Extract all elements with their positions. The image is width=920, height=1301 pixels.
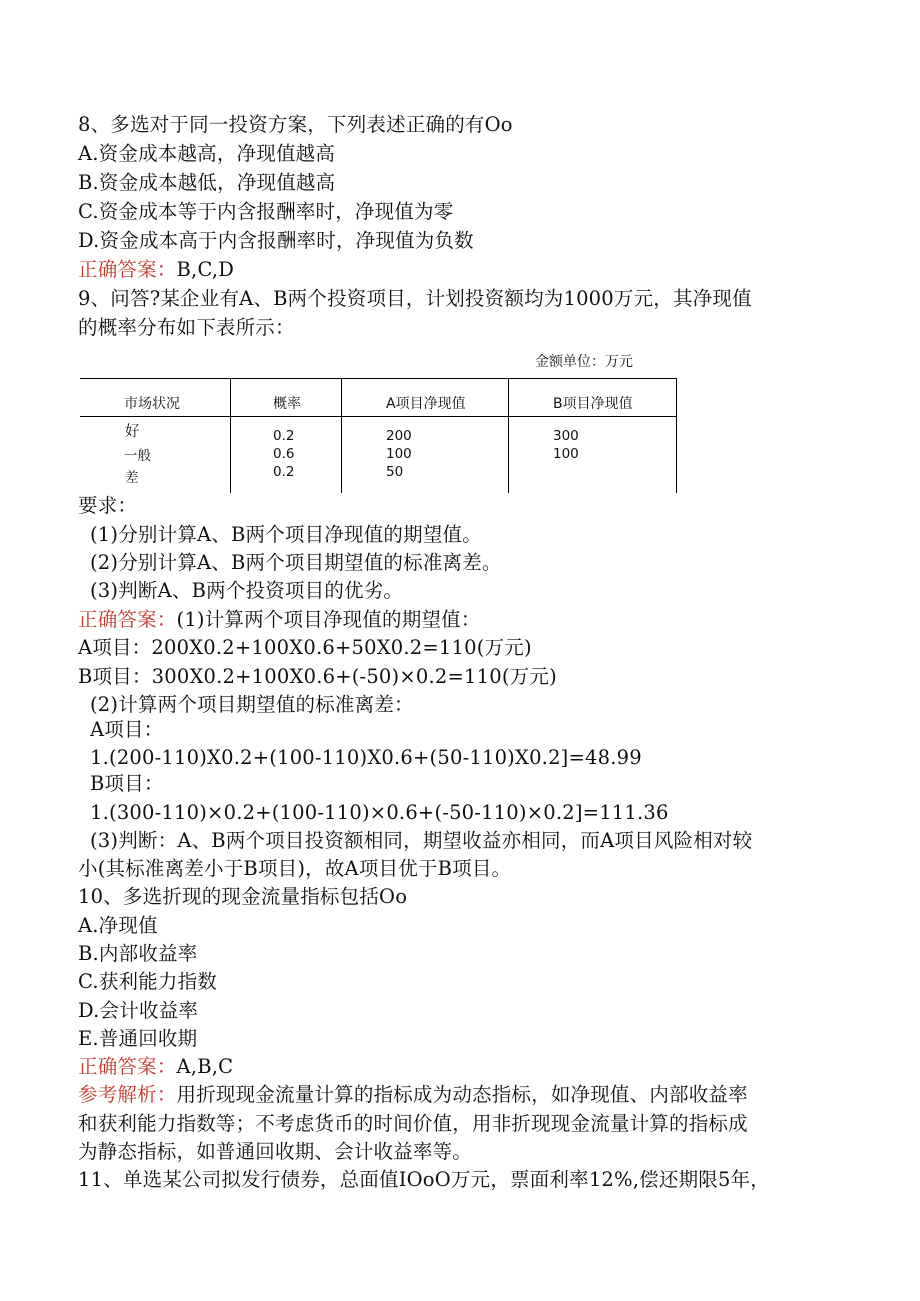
q10-answer-value: A,B,C <box>176 1055 234 1078</box>
q9-answer-line: B项目：300X0.2+100X0.6+(-50)×0.2=110(万元) <box>78 665 557 688</box>
q10-option-e: E.普通回收期 <box>78 1027 198 1050</box>
probability-good: 0.2 <box>273 428 295 444</box>
q9-answer-line: 小(其标准离差小于B项目)，故A项目优于B项目。 <box>78 857 512 880</box>
q8-option-d: D.资金成本高于内含报酬率时，净现值为负数 <box>78 229 474 252</box>
b-npv-normal: 100 <box>553 446 579 462</box>
q9-answer-heading <box>78 606 481 634</box>
q9-answer-line: A项目：200X0.2+100X0.6+50X0.2=110(万元) <box>78 636 532 659</box>
header-probability: 概率 <box>273 396 301 412</box>
q10-option-b: B.内部收益率 <box>78 942 198 965</box>
q8-option-c: C.资金成本等于内含报酬率时，净现值为零 <box>78 200 454 223</box>
q10-analysis <box>78 1081 748 1109</box>
table-top-rule <box>80 378 677 379</box>
condition-bad: 差 <box>125 470 139 486</box>
q10-option-d: D.会计收益率 <box>78 999 199 1022</box>
q9-answer-line: 1.(200-110)X0.2+(100-110)X0.6+(50-110)X0.2]=48.99 <box>90 746 642 769</box>
header-market: 市场状况 <box>124 396 180 412</box>
q9-answer-line: (3)判断：A、B两个项目投资额相同，期望收益亦相同，而A项目风险相对较 <box>90 829 753 852</box>
requirement-3: (3)判断A、B两个投资项目的优劣。 <box>90 579 404 602</box>
a-npv-good: 200 <box>386 428 412 444</box>
probability-normal: 0.6 <box>273 446 295 462</box>
q8-option-b: B.资金成本越低，净现值越高 <box>78 171 336 194</box>
q11-title: 11、单选某公司拟发行债券，总面值IOoO万元，票面利率12%,偿还期限5年， <box>78 1168 770 1191</box>
q10-analysis-line: 为静态指标，如普通回收期、会计收益率等。 <box>78 1140 473 1163</box>
requirement-1: (1)分别计算A、B两个项目净现值的期望值。 <box>90 523 482 546</box>
header-a-npv: A项目净现值 <box>386 396 466 412</box>
table-unit-label: 金额单位：万元 <box>535 354 633 370</box>
q9-answer-first: (1)计算两个项目净现值的期望值： <box>176 608 481 631</box>
a-npv-bad: 50 <box>386 464 404 480</box>
q10-answer-label: 正确答案： <box>78 1055 177 1078</box>
q9-answer-line: B项目： <box>90 772 164 795</box>
q8-answer-value: B,C,D <box>176 258 235 281</box>
q8-answer <box>78 256 234 284</box>
q10-answer <box>78 1053 233 1081</box>
header-b-npv: B项目净现值 <box>553 396 633 412</box>
requirement-2: (2)分别计算A、B两个项目期望值的标准离差。 <box>90 551 502 574</box>
table-col-divider-2 <box>341 378 342 493</box>
a-npv-normal: 100 <box>386 446 412 462</box>
q9-answer-line: A项目： <box>90 718 164 741</box>
table-col-divider-3 <box>508 378 509 493</box>
q8-title: 8、多选对于同一投资方案，下列表述正确的有Oo <box>78 113 513 136</box>
q9-title-line1: 9、问答?某企业有A、B两个投资项目，计划投资额均为1000万元，其净现值 <box>78 287 752 310</box>
q8-answer-label: 正确答案： <box>78 258 177 281</box>
q9-answer-label: 正确答案： <box>78 608 177 631</box>
q9-answer-line: 1.(300-110)×0.2+(100-110)×0.6+(-50-110)×0.2]=111.36 <box>90 801 669 824</box>
q10-analysis-label: 参考解析： <box>78 1083 177 1106</box>
probability-bad: 0.2 <box>273 464 295 480</box>
b-npv-good: 300 <box>553 428 579 444</box>
table-col-divider-1 <box>230 378 231 493</box>
q10-option-c: C.获利能力指数 <box>78 970 218 993</box>
table-header-rule <box>80 416 677 417</box>
q10-analysis-line: 和获利能力指数等；不考虑货币的时间价值，用非折现现金流量计算的指标成 <box>78 1112 748 1135</box>
q9-answer-line: (2)计算两个项目期望值的标准离差： <box>90 693 414 716</box>
requirements-label: 要求： <box>78 494 138 517</box>
q10-analysis-line: 用折现现金流量计算的指标成为动态指标，如净现值、内部收益率 <box>176 1083 748 1106</box>
q8-option-a: A.资金成本越高，净现值越高 <box>78 142 336 165</box>
q10-title: 10、多选折现的现金流量指标包括Oo <box>78 885 408 908</box>
table-right-edge <box>676 378 677 493</box>
q10-option-a: A.净现值 <box>78 914 158 937</box>
condition-good: 好 <box>125 424 140 440</box>
condition-normal: 一般 <box>124 448 151 464</box>
probability-table <box>80 378 677 493</box>
q9-title-line2: 的概率分布如下表所示： <box>78 316 295 339</box>
